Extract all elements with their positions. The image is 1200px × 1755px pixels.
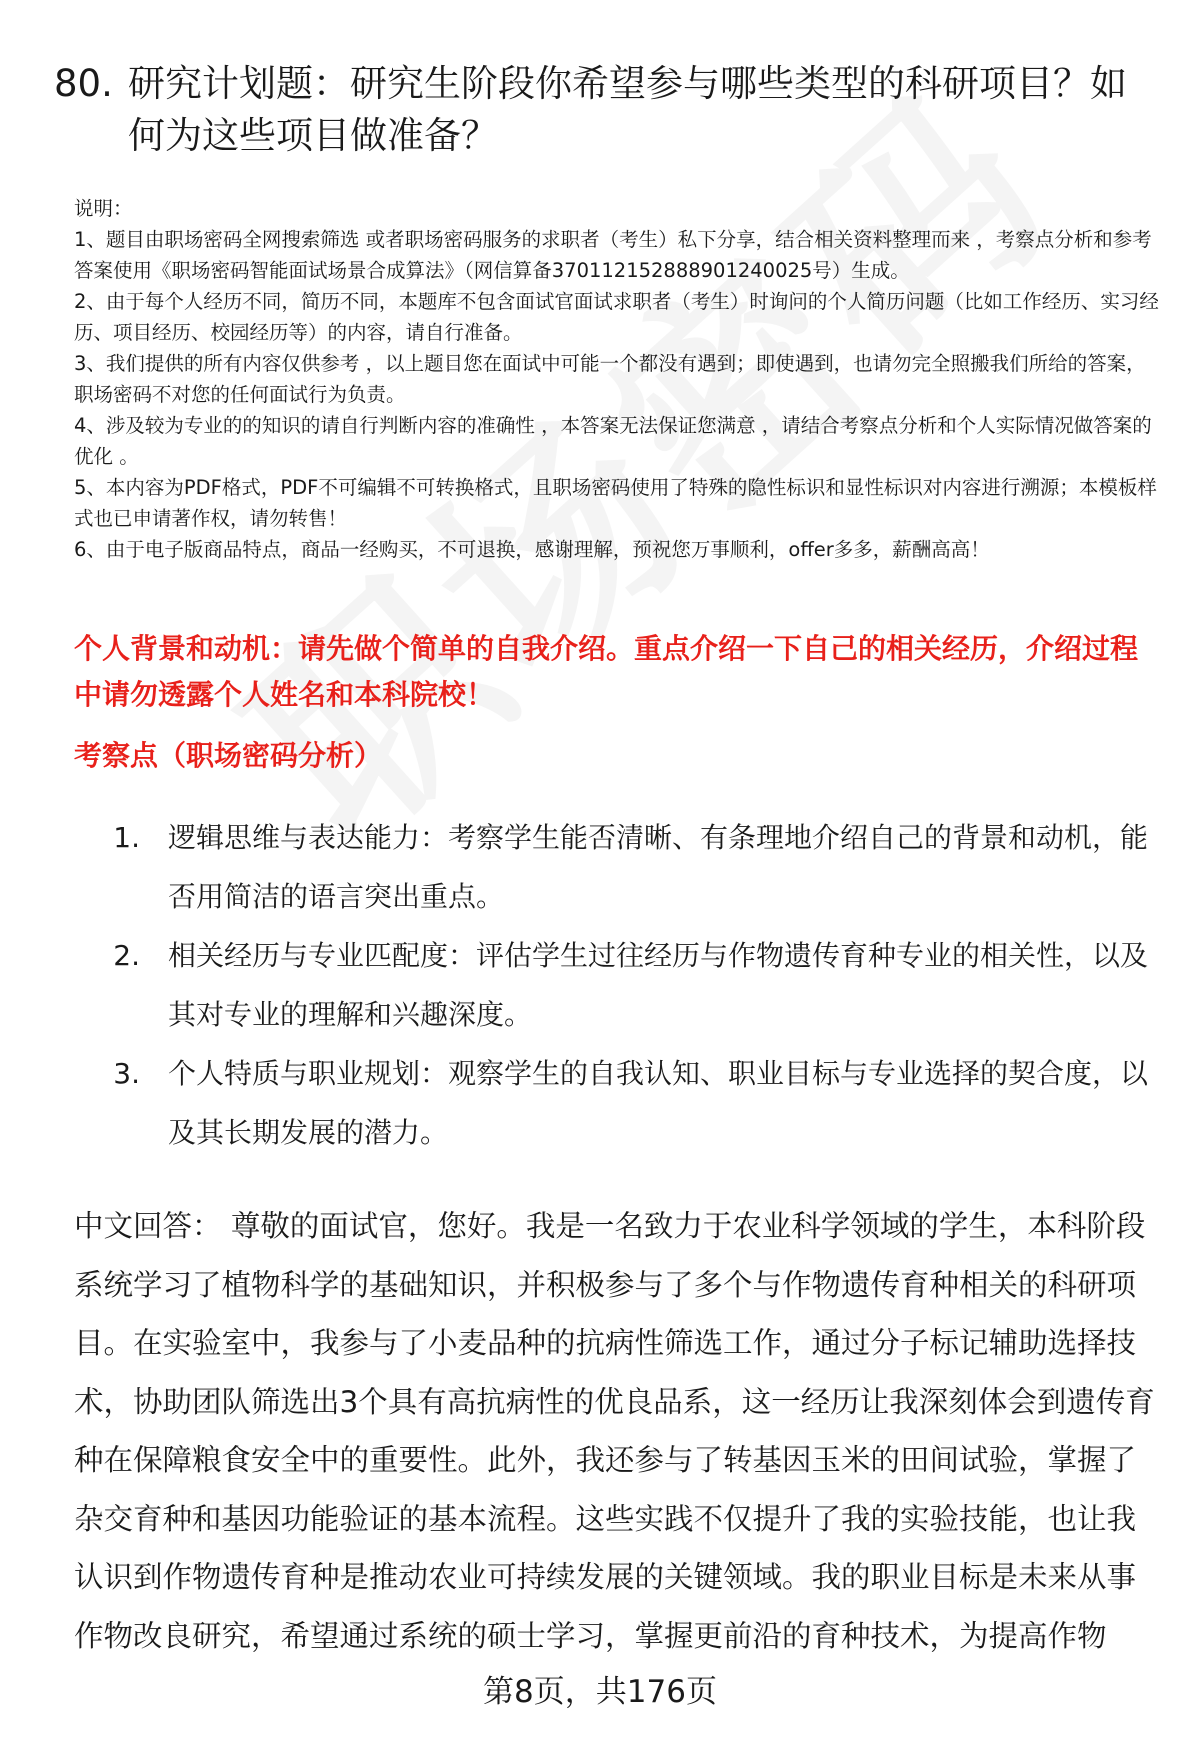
notes-item: 2、由于每个人经历不同，简历不同，本题库不包含面试官面试求职者（考生）时询问的个人简历问题（比如工作经历、实习经历、项目经历、校园经历等）的内容，请自行准备。: [74, 290, 1159, 344]
answer-text: 中文回答： 尊敬的面试官，您好。我是一名致力于农业科学领域的学生，本科阶段系统学习了植物科学的基础知识，并积极参与了多个与作物遗传育种相关的科研项目。在实验室中，我参与了小麦品种的抗病性筛选工作，通过分子标记辅助选择技术，协助团队筛选出3个具有高抗病性的优良品系，这一经历让我深刻体会到遗传育种在保障粮食安全中的重要性。此外，我还参与了转基因玉米的田间试验，掌握了杂交育种和基因功能验证的基本流程。这些实践不仅提升了我的实验技能，也让我认识到作物遗传育种是推动农业可持续发展的关键领域。我的职业目标是未来从事作物改良研究，希望通过系统的硕士学习，掌握更前沿的育种技术，为提高作物: [74, 1209, 1155, 1653]
section-heading: 考察点（职场密码分析）: [74, 739, 383, 772]
notes-item: 4、涉及较为专业的的知识的请自行判断内容的准确性 ，本答案无法保证您满意 ，请结合考察点分析和个人实际情况做答案的优化 。: [74, 414, 1152, 468]
point-text: 个人特质与职业规划：观察学生的自我认知、职业目标与专业选择的契合度，以及其长期发展的潜力。: [168, 1057, 1149, 1149]
point-text: 相关经历与专业匹配度：评估学生过往经历与作物遗传育种专业的相关性，以及其对专业的理解和兴趣深度。: [168, 939, 1149, 1031]
notes-item: 5、本内容为PDF格式，PDF不可编辑不可转换格式，且职场密码使用了特殊的隐性标识和显性标识对内容进行溯源；本模板样式也已申请著作权，请勿转售！: [74, 476, 1157, 530]
assessment-points: [74, 808, 1164, 1162]
point-number: 2.: [113, 939, 140, 972]
notes-title: 说明：: [74, 197, 133, 220]
list-item: [74, 926, 1164, 1044]
question-title: [54, 58, 1144, 162]
list-item: [74, 808, 1164, 926]
point-text: 逻辑思维与表达能力：考察学生能否清晰、有条理地介绍自己的背景和动机，能否用简洁的语言突出重点。: [168, 821, 1149, 913]
question-number: 80.: [54, 62, 113, 105]
list-item: [74, 1044, 1164, 1162]
page-footer: 第8页，共176页: [483, 1674, 717, 1710]
notes-item: 3、我们提供的所有内容仅供参考 ，以上题目您在面试中可能一个都没有遇到；即使遇到，也请勿完全照搬我们所给的答案，职场密码不对您的任何面试行为负责。: [74, 352, 1146, 406]
notes-item: 1、题目由职场密码全网搜索筛选 或者职场密码服务的求职者（考生）私下分享，结合相关资料整理而来 ，考察点分析和参考答案使用《职场密码智能面试场景合成算法》（网信算备370112152888901240025号）生成。: [74, 228, 1152, 282]
point-number: 1.: [113, 821, 140, 854]
point-number: 3.: [113, 1057, 140, 1090]
question-text: 研究计划题：研究生阶段你希望参与哪些类型的科研项目？如何为这些项目做准备？: [128, 62, 1127, 157]
notes-block: [74, 193, 1164, 565]
notes-item: 6、由于电子版商品特点，商品一经购买，不可退换，感谢理解，预祝您万事顺利，offer多多，薪酬高高！: [74, 538, 990, 561]
interview-prompt: 个人背景和动机：请先做个简单的自我介绍。重点介绍一下自己的相关经历，介绍过程中请勿透露个人姓名和本科院校！: [74, 632, 1139, 711]
